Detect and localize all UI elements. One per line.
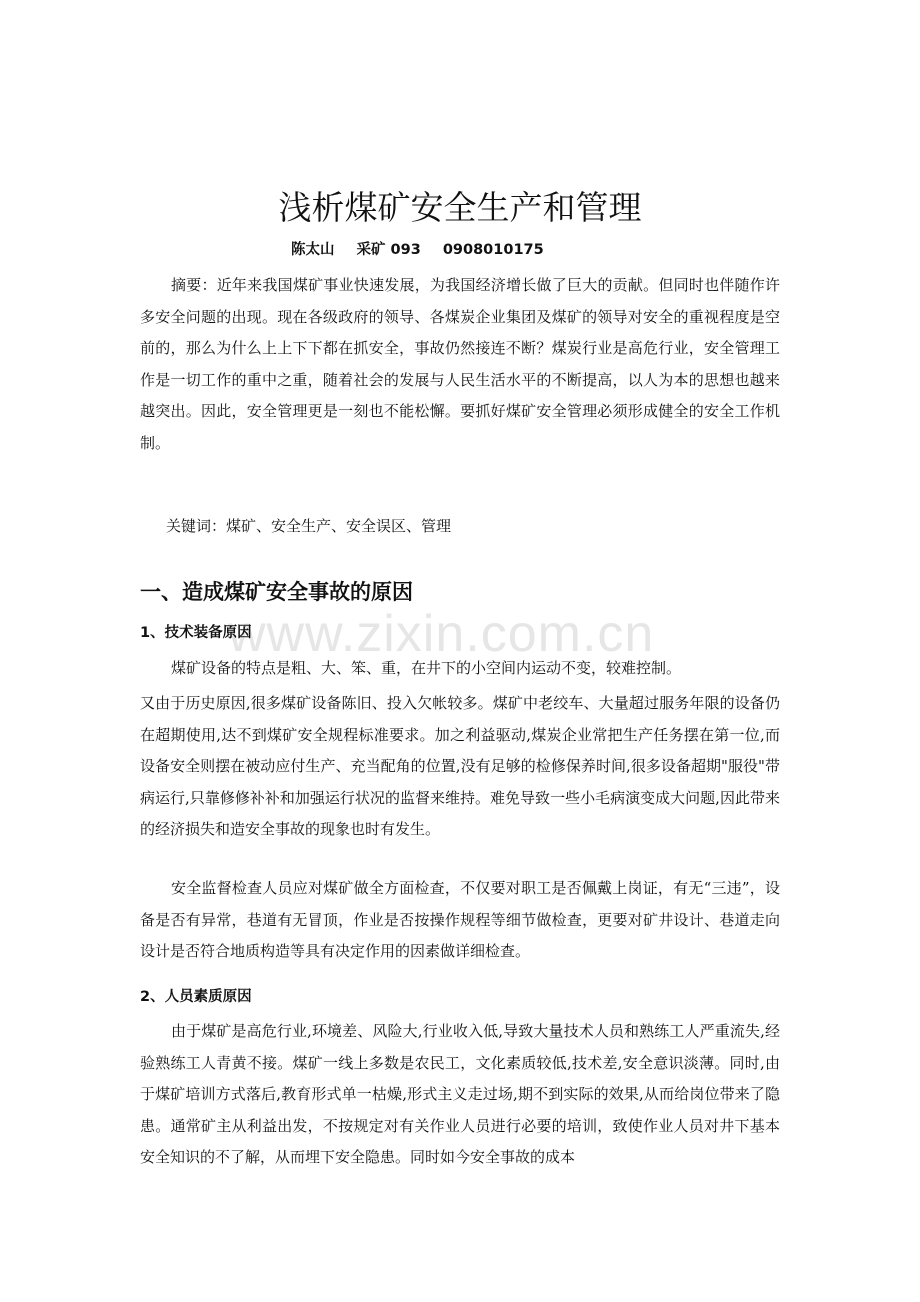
paragraph-equipment-history: 又由于历史原因,很多煤矿设备陈旧、投入欠帐较多。煤矿中老绞车、大量超过服务年限的设备仍在超期使用,达不到煤矿安全规程标准要求。加之利益驱动,煤炭企业常把生产任务摆在第一位,而设备安全则摆在被动应付生产、充当配角的位置,没有足够的检修保养时间,很多设备超期"服役"带病运行,只靠修修补补和加强运行状况的监督来维持。难免导致一些小毛病演变成大问题,因此带来的经济损失和造安全事故的现象也时有发生。 xyxy=(140,694,780,838)
document-title: 浅析煤矿安全生产和管理 xyxy=(278,188,642,227)
abstract-paragraph: 摘要：近年来我国煤矿事业快速发展，为我国经济增长做了巨大的贡献。但同时也伴随作许多安全问题的出现。现在各级政府的领导、各煤炭企业集团及煤矿的领导对安全的重视程度是空前的，那么为什么上上下下都在抓安全，事故仍然接连不断？煤炭行业是高危行业，安全管理工作是一切工作的重中之重，随着社会的发展与人民生活水平的不断提高，以人为本的思想也越来越突出。因此，安全管理更是一刻也不能松懈。要抓好煤矿安全管理必须形成健全的安全工作机制。 xyxy=(140,276,780,452)
section-heading: 一、造成煤矿安全事故的原因 xyxy=(140,580,413,604)
author-student-id: 0908010175 xyxy=(442,242,544,258)
paragraph-safety-inspection: 安全监督检查人员应对煤矿做全方面检查，不仅要对职工是否佩戴上岗证，有无“三违”，设备是否有异常，巷道有无冒顶，作业是否按操作规程等细节做检查，更要对矿井设计、巷道走向设计是否符合地质构造等具有决定作用的因素做详细检查。 xyxy=(140,879,780,960)
keywords-line: 关键词：煤矿、安全生产、安全误区、管理 xyxy=(166,517,452,535)
author-line xyxy=(291,238,544,262)
subsection-heading-personnel: 2、人员素质原因 xyxy=(140,989,252,1005)
author-name: 陈太山 xyxy=(291,242,335,258)
paragraph-personnel-quality: 由于煤矿是高危行业,环境差、风险大,行业收入低,导致大量技术人员和熟练工人严重流失,经验熟练工人青黄不接。煤矿一线上多数是农民工，文化素质较低,技术差,安全意识淡薄。同时,由于煤矿培训方式落后,教育形式单一枯燥,形式主义走过场,期不到实际的效果,从而给岗位带来了隐患。通常矿主从利益出发，不按规定对有关作业人员进行必要的培训，致使作业人员对井下基本安全知识的不了解，从而埋下安全隐患。同时如今安全事故的成本 xyxy=(140,1022,780,1166)
paragraph-equipment-features: 煤矿设备的特点是粗、大、笨、重，在井下的小空间内运动不变，较难控制。 xyxy=(171,659,682,677)
subsection-heading-technical: 1、技术装备原因 xyxy=(140,625,252,641)
author-class: 采矿 093 xyxy=(356,242,421,258)
watermark: www.zixin.com.cn xyxy=(228,605,655,663)
